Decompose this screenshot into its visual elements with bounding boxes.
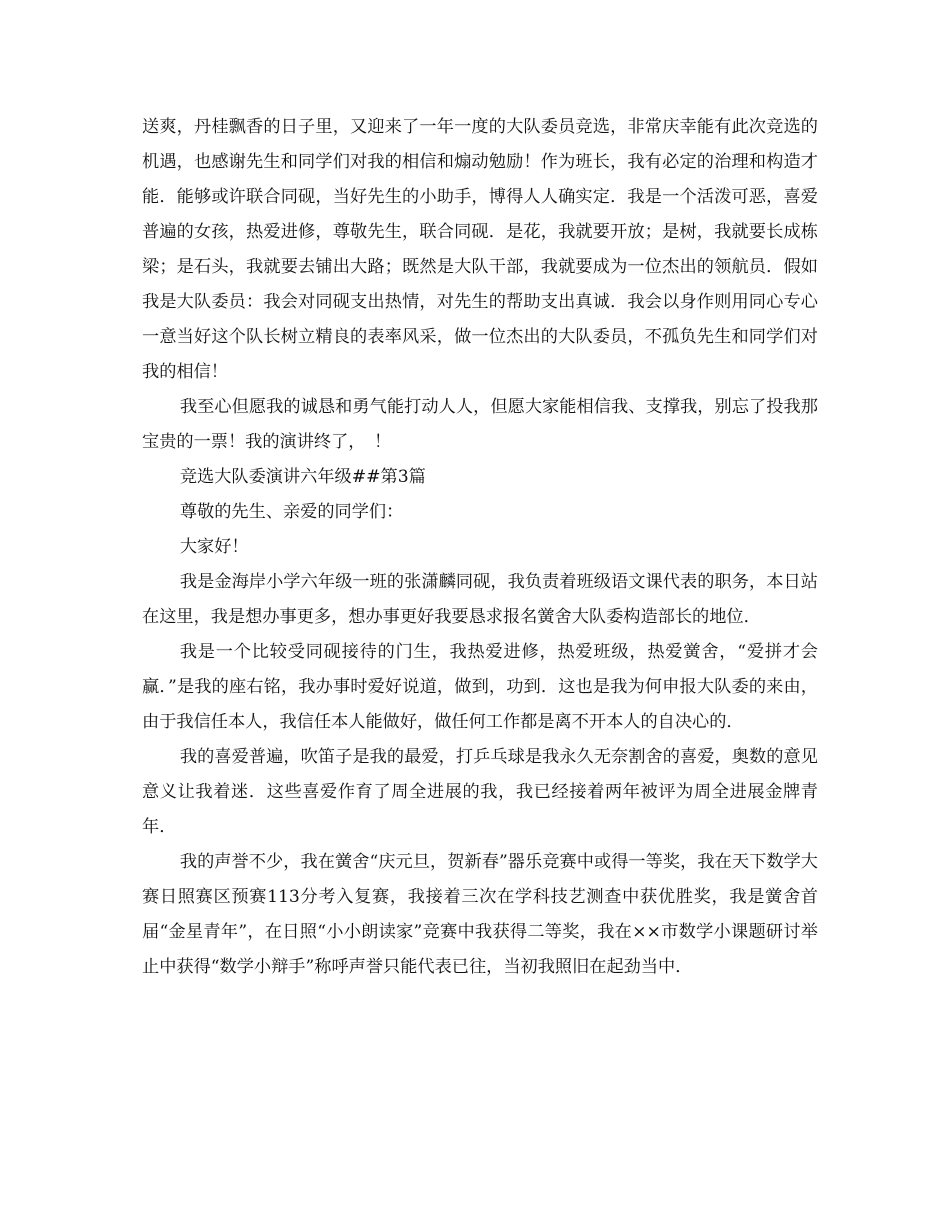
- paragraph-7: 我是一个比较受同砚接待的门生，我热爱进修，热爱班级，热爱黉舍，“爱拼才会赢．”是我的座右铭，我办事时爱好说道，做到，功到．这也是我为何申报大队委的来由，由于我信任本人，我信任本人能做好，做任何工作都是离不开本人的自决心的．: [142, 642, 818, 732]
- greeting: 大家好！: [179, 537, 249, 557]
- paragraph-1: 送爽，丹桂飘香的日子里，又迎来了一年一度的大队委员竞选，非常庆幸能有此次竞选的机遇，也感谢先生和同学们对我的相信和煽动勉励！作为班长，我有必定的治理和构造才能．能够或许联合同砚，当好先生的小助手，博得人人确实定．我是一个活泼可恶，喜爱普遍的女孩，热爱进修，尊敬先生，联合同砚．是花，我就要开放；是树，我就要长成栋梁；是石头，我就要去铺出大路；既然是大队干部，我就要成为一位杰出的领航员．假如我是大队委员：我会对同砚支出热情，对先生的帮助支出真诚．我会以身作则用同心专心一意当好这个队长树立精良的表率风采，做一位杰出的大队委员，不孤负先生和同学们对我的相信！: [142, 117, 818, 382]
- section-heading: 竞选大队委演讲六年级##第3篇: [179, 467, 426, 487]
- salutation: 尊敬的先生、亲爱的同学们：: [179, 502, 404, 522]
- paragraph-2: 我至心但愿我的诚恳和勇气能打动人人，但愿大家能相信我、支撑我，别忘了投我那宝贵的一票！我的演讲终了， ！: [142, 397, 818, 452]
- paragraph-8: 我的喜爱普遍，吹笛子是我的最爱，打乒乓球是我永久无奈割舍的喜爱，奥数的意见意义让我着迷．这些喜爱作育了周全进展的我，我已经接着两年被评为周全进展金牌青年．: [142, 747, 818, 837]
- paragraph-6: 我是金海岸小学六年级一班的张潇麟同砚，我负责着班级语文课代表的职务，本日站在这里，我是想办事更多，想办事更好我要恳求报名黉舍大队委构造部长的地位．: [142, 572, 818, 627]
- paragraph-9: 我的声誉不少，我在黉舍“庆元旦，贺新春”器乐竞赛中或得一等奖，我在天下数学大赛日照赛区预赛113分考入复赛，我接着三次在学科技艺测查中获优胜奖，我是黉舍首届“金星青年”，在日照“小小朗读家”竞赛中我获得二等奖，我在××市数学小课题研讨举止中获得“数学小辩手”称呼声誉只能代表已往，当初我照旧在起劲当中．: [142, 852, 818, 977]
- document-body: [142, 110, 818, 985]
